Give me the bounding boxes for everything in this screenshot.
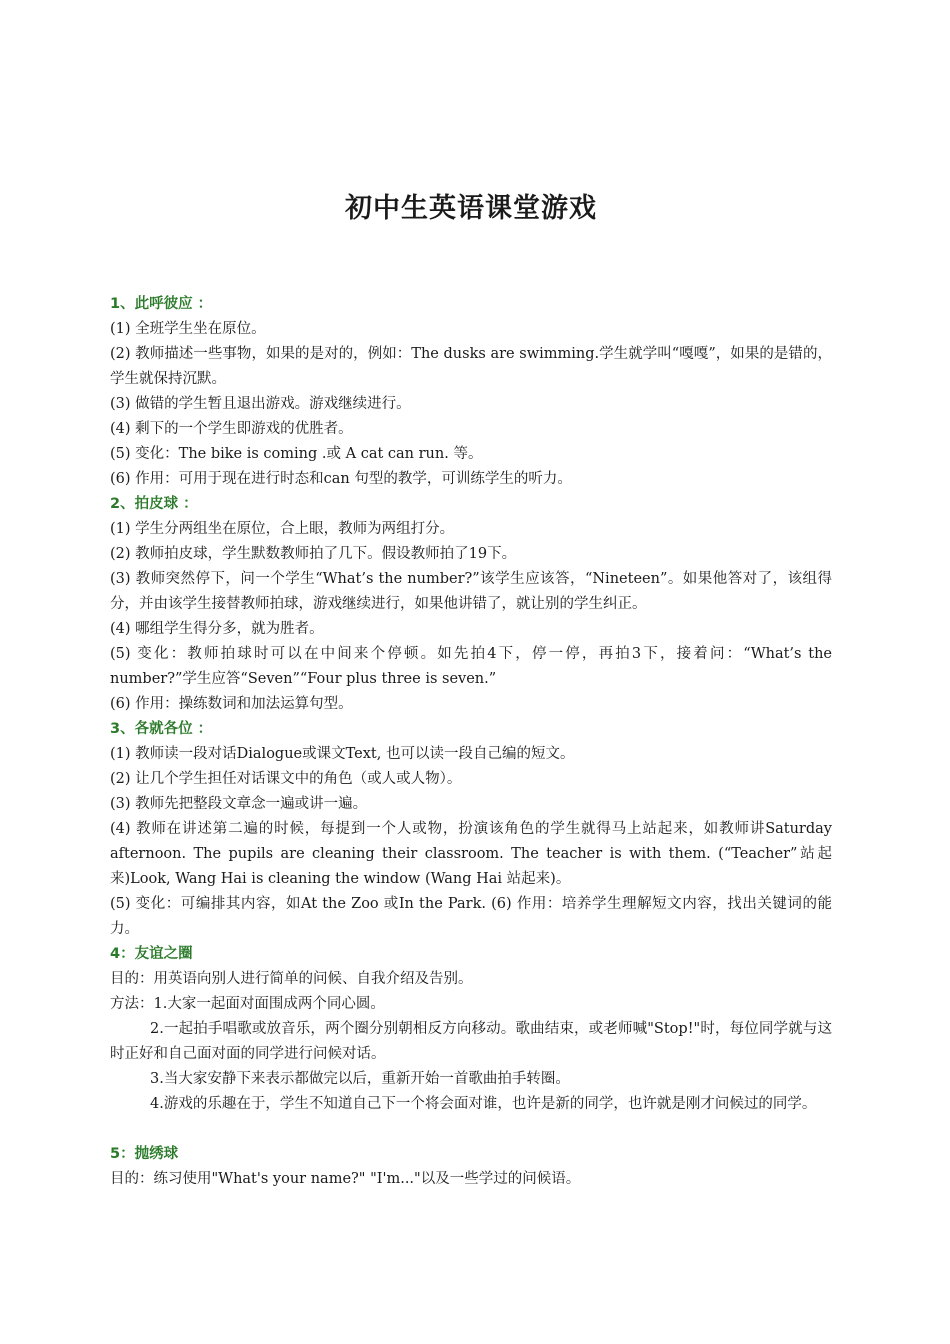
paragraph: 3.当大家安静下来表示都做完以后，重新开始一首歌曲拍手转圈。	[150, 1071, 570, 1087]
spacer	[110, 1117, 832, 1142]
paragraph: (5) 变化：教师拍球时可以在中间来个停顿。如先拍4下，停一停，再拍3下，接着问：“What’s the number?”学生应答“Seven”“Four plus three is seven.”	[110, 646, 832, 687]
paragraph: (5) 变化：The bike is coming .或 A cat can run. 等。	[110, 446, 483, 462]
paragraph: (1) 教师读一段对话Dialogue或课文Text, 也可以读一段自己编的短文。	[110, 746, 575, 762]
section-heading: 3、各就各位 ：	[110, 721, 213, 737]
section-heading: 2、拍皮球 ：	[110, 496, 198, 512]
section-heading: 5：抛绣球	[110, 1146, 179, 1162]
paragraph: (4) 教师在讲述第二遍的时候，每提到一个人或物，扮演该角色的学生就得马上站起来，如教师讲Saturday afternoon. The pupils are cleaning their classroom. The teacher is with them. (“Teacher”站起来)Look, Wang Hai is cleaning the window (Wang Hai 站起来)。	[110, 821, 832, 887]
document-body	[110, 292, 832, 1192]
paragraph: (1) 学生分两组坐在原位，合上眼，教师为两组打分。	[110, 521, 455, 537]
document-title: 初中生英语课堂游戏	[345, 193, 597, 224]
paragraph: (2) 教师拍皮球，学生默数教师拍了几下。假设教师拍了19下。	[110, 546, 517, 562]
paragraph: (2) 教师描述一些事物，如果的是对的，例如：The dusks are swimming.学生就学叫“嘎嘎”，如果的是错的，学生就保持沉默。	[110, 346, 832, 387]
paragraph: (3) 做错的学生暂且退出游戏。游戏继续进行。	[110, 396, 411, 412]
paragraph: 目的：练习使用"What's your name?" "I'm..."以及一些学过的问候语。	[110, 1171, 581, 1187]
section-heading: 1、此呼彼应 ：	[110, 296, 213, 312]
paragraph: 2.一起拍手唱歌或放音乐，两个圈分别朝相反方向移动。歌曲结束，或老师喊"Stop!"时，每位同学就与这时正好和自己面对面的同学进行问候对话。	[110, 1021, 832, 1062]
paragraph: (3) 教师突然停下，问一个学生“What’s the number?”该学生应该答，“Nineteen”。如果他答对了，该组得分，并由该学生接替教师拍球，游戏继续进行，如果他讲错了，就让别的学生纠正。	[110, 571, 832, 612]
paragraph: (1) 全班学生坐在原位。	[110, 321, 266, 337]
paragraph: (4) 哪组学生得分多，就为胜者。	[110, 621, 324, 637]
paragraph: (2) 让几个学生担任对话课文中的角色（或人或人物）。	[110, 771, 462, 787]
paragraph: (4) 剩下的一个学生即游戏的优胜者。	[110, 421, 353, 437]
paragraph: 4.游戏的乐趣在于，学生不知道自己下一个将会面对谁，也许是新的同学，也许就是刚才问候过的同学。	[150, 1096, 817, 1112]
paragraph: 方法：1.大家一起面对面围成两个同心圆。	[110, 996, 385, 1012]
paragraph: (3) 教师先把整段文章念一遍或讲一遍。	[110, 796, 368, 812]
section-heading: 4：友谊之圈	[110, 946, 193, 962]
paragraph: (6) 作用：可用于现在进行时态和can 句型的教学，可训练学生的听力。	[110, 471, 572, 487]
paragraph: (5) 变化：可编排其内容，如At the Zoo 或In the Park. (6) 作用：培养学生理解短文内容，找出关键词的能力。	[110, 896, 832, 937]
paragraph: (6) 作用：操练数词和加法运算句型。	[110, 696, 353, 712]
paragraph: 目的：用英语向别人进行简单的问候、自我介绍及告别。	[110, 971, 473, 987]
